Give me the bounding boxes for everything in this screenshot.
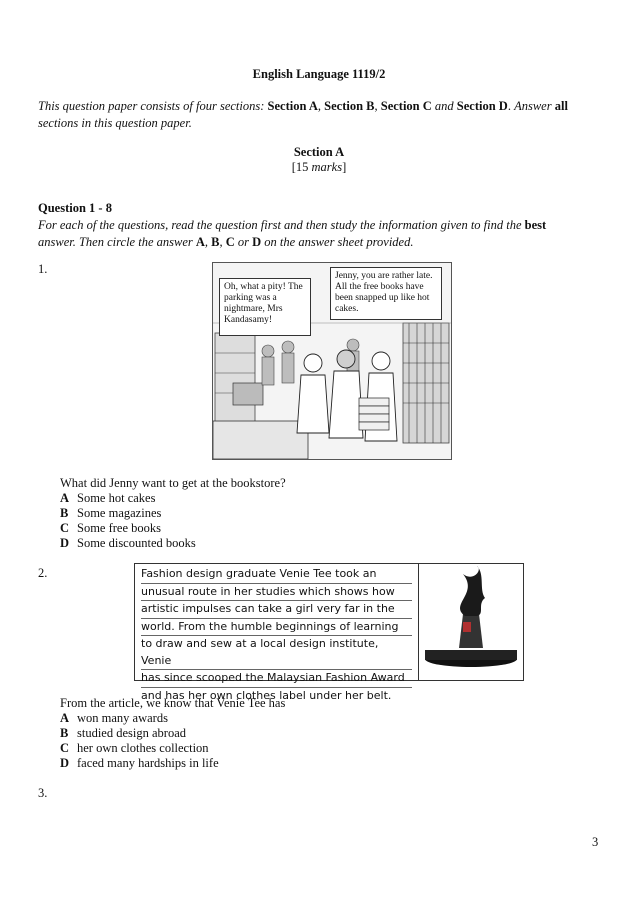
paper-title: English Language 1119/2 [252, 67, 386, 81]
bookstore-illustration [212, 262, 452, 460]
section-title: Section A [293, 145, 345, 159]
q1-option-b: B Some magazines [60, 506, 162, 520]
q1-option-c: C Some free books [60, 521, 162, 535]
q3-number: 3. [38, 786, 48, 800]
section-marks: [15 marks] [291, 160, 347, 174]
trophy-photo [419, 563, 524, 681]
q1-option-a: A Some hot cakes [60, 491, 156, 505]
q2-option-b: B studied design abroad [60, 726, 187, 740]
speech-bubble-jenny: Oh, what a pity! The parking was a nightmare, Mrs Kandasamy! [219, 278, 311, 336]
question-range-heading: Question 1 - 8 [38, 201, 112, 215]
q1-option-d: D Some discounted books [60, 536, 196, 550]
q2-option-c: C her own clothes collection [60, 741, 209, 755]
page-number: 3 [592, 835, 599, 849]
q2-option-a: A won many awards [60, 711, 168, 725]
intro-paragraph: This question paper consists of four sections: Section A, Section B, Section C and Section D. Answer all sections in this question paper. [38, 99, 568, 130]
q2-question: From the article, we know that Venie Tee has [60, 696, 286, 710]
article-line: unusual route in her studies which shows how [141, 584, 412, 602]
q2-option-d: D faced many hardships in life [60, 756, 219, 770]
article-line: Fashion design graduate Venie Tee took an [141, 566, 412, 584]
article-line: has since scooped the Malaysian Fashion Award [141, 670, 412, 688]
q2-number: 2. [38, 566, 48, 580]
q1-question: What did Jenny want to get at the bookstore? [60, 476, 286, 490]
article-line: and has her own clothes label under her belt. [141, 688, 392, 702]
q1-number: 1. [38, 262, 48, 276]
news-article [134, 563, 419, 702]
article-line: world. From the humble beginnings of learning [141, 619, 412, 637]
instructions: For each of the questions, read the question first and then study the information given to find the best answer. Then circle the answer A, B, C or D on the answer sheet provided. [38, 218, 547, 249]
article-line: artistic impulses can take a girl very far in the [141, 601, 412, 619]
speech-bubble-mrs-kandasamy: Jenny, you are rather late. All the free books have been snapped up like hot cakes. [330, 267, 442, 320]
trophy-icon [419, 564, 523, 680]
article-line: to draw and sew at a local design institute, Venie [141, 636, 412, 670]
